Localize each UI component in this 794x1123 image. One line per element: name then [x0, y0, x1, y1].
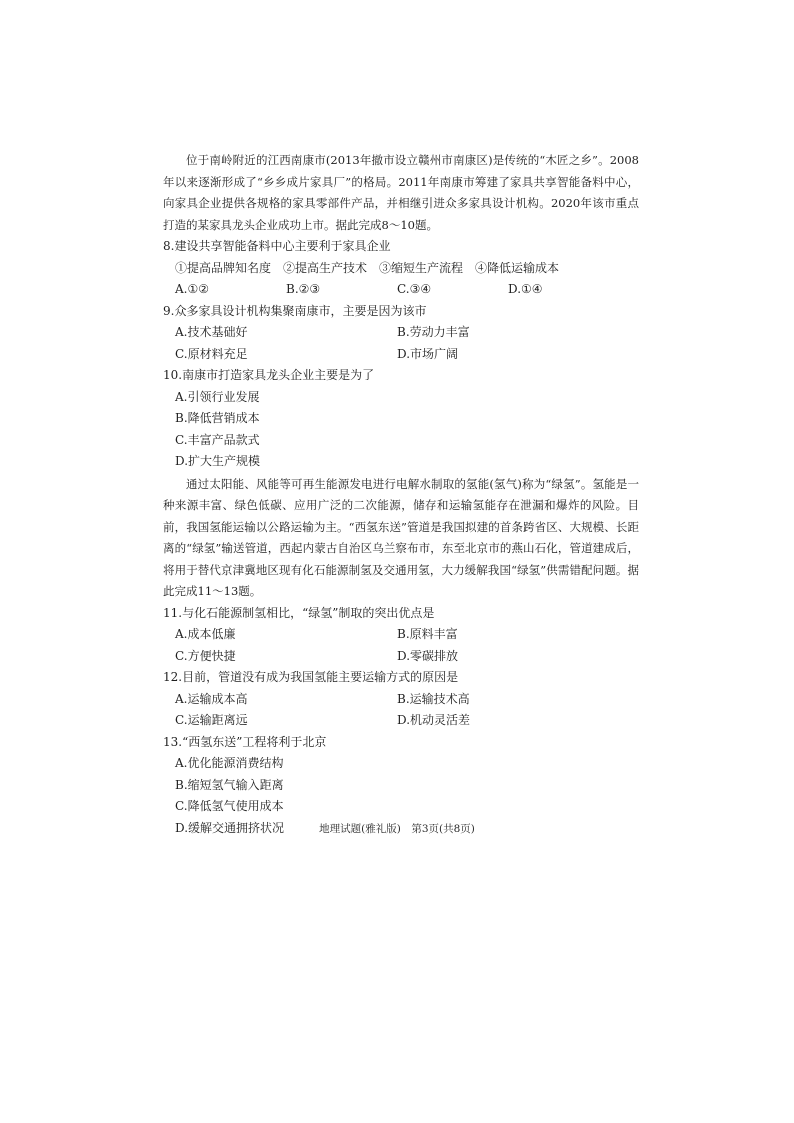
option-c: C.运输距离远	[175, 713, 248, 727]
option-c: C.方便快捷	[175, 648, 236, 663]
question-8-items: ①提高品牌知名度 ②提高生产技术 ③缩短生产流程 ④降低运输成本	[175, 260, 560, 275]
option-d: D.①④	[508, 282, 543, 296]
question-12-options-row-2	[175, 710, 639, 732]
question-11-stem: 11.与化石能源制氢相比，“绿氢”制取的突出优点是	[163, 605, 435, 620]
option-d: D.零碳排放	[397, 648, 459, 663]
option-a: A.成本低廉	[175, 627, 236, 641]
question-8-stem: 8.建设共享智能备料中心主要利于家具企业	[163, 239, 391, 253]
option-b: B.缩短氢气输入距离	[175, 777, 284, 792]
option-b: B.原料丰富	[397, 627, 458, 641]
question-8-options	[175, 279, 639, 301]
option-b: B.劳动力丰富	[397, 325, 470, 339]
question-11-options-row-2	[175, 646, 639, 668]
option-c: C.原材料充足	[175, 346, 248, 361]
option-d: D.扩大生产规模	[175, 454, 261, 468]
option-c: C.③④	[397, 282, 432, 296]
passage-2: 通过太阳能、风能等可再生能源发电进行电解水制取的氢能(氢气)称为“绿氢”。氢能是一种来源丰富、绿色低碳、应用广泛的二次能源，储存和运输氢能存在泄漏和爆炸的风险。目前，我国氢能运输以公路运输为主。“西氢东送”管道是我国拟建的首条跨省区、大规模、长距离的“绿氢”输送管道，西起内蒙古自治区乌兰察布市，东至北京市的燕山石化，管道建成后，将用于替代京津冀地区现有化石能源制氢及交通用氢，大力缓解我国“绿氢”供需错配问题。据此完成11～13题。	[163, 476, 639, 598]
question-12-stem: 12.目前，管道没有成为我国氢能主要运输方式的原因是	[163, 670, 459, 684]
option-a: A.技术基础好	[175, 325, 248, 339]
option-d: D.机动灵活差	[397, 713, 471, 727]
question-10-stem: 10.南康市打造家具龙头企业主要是为了	[163, 368, 375, 382]
option-b: B.②③	[286, 282, 321, 296]
option-a: A.引领行业发展	[175, 389, 260, 404]
page-footer: 地理试题(雅礼版) 第3页(共8页)	[319, 823, 475, 835]
option-c: C.丰富产品款式	[175, 432, 260, 447]
question-9-options-row-2	[175, 344, 639, 366]
option-a: A.运输成本高	[175, 691, 248, 706]
option-b: B.降低营销成本	[175, 411, 260, 425]
page-content	[163, 150, 639, 839]
question-12-options-row-1	[175, 689, 639, 711]
option-c: C.降低氢气使用成本	[175, 799, 284, 813]
question-9-stem: 9.众多家具设计机构集聚南康市，主要是因为该市	[163, 303, 427, 318]
option-d: D.缓解交通拥挤状况	[175, 820, 285, 835]
passage-1: 位于南岭附近的江西南康市(2013年撤市设立赣州市南康区)是传统的“木匠之乡”。2008年以来逐渐形成了“乡乡成片家具厂”的格局。2011年南康市筹建了家具共享智能备料中心，向家具企业提供各规格的家具零部件产品，并相继引进众多家具设计机构。2020年该市重点打造的某家具龙头企业成功上市。据此完成8～10题。	[163, 153, 639, 232]
question-13-stem: 13.“西氢东送”工程将利于北京	[163, 734, 327, 749]
question-9-options-row-1	[175, 322, 639, 344]
option-a: A.优化能源消费结构	[175, 756, 284, 770]
option-d: D.市场广阔	[397, 346, 459, 361]
option-a: A.①②	[175, 282, 209, 296]
question-11-options-row-1	[175, 624, 639, 646]
option-b: B.运输技术高	[397, 691, 470, 706]
